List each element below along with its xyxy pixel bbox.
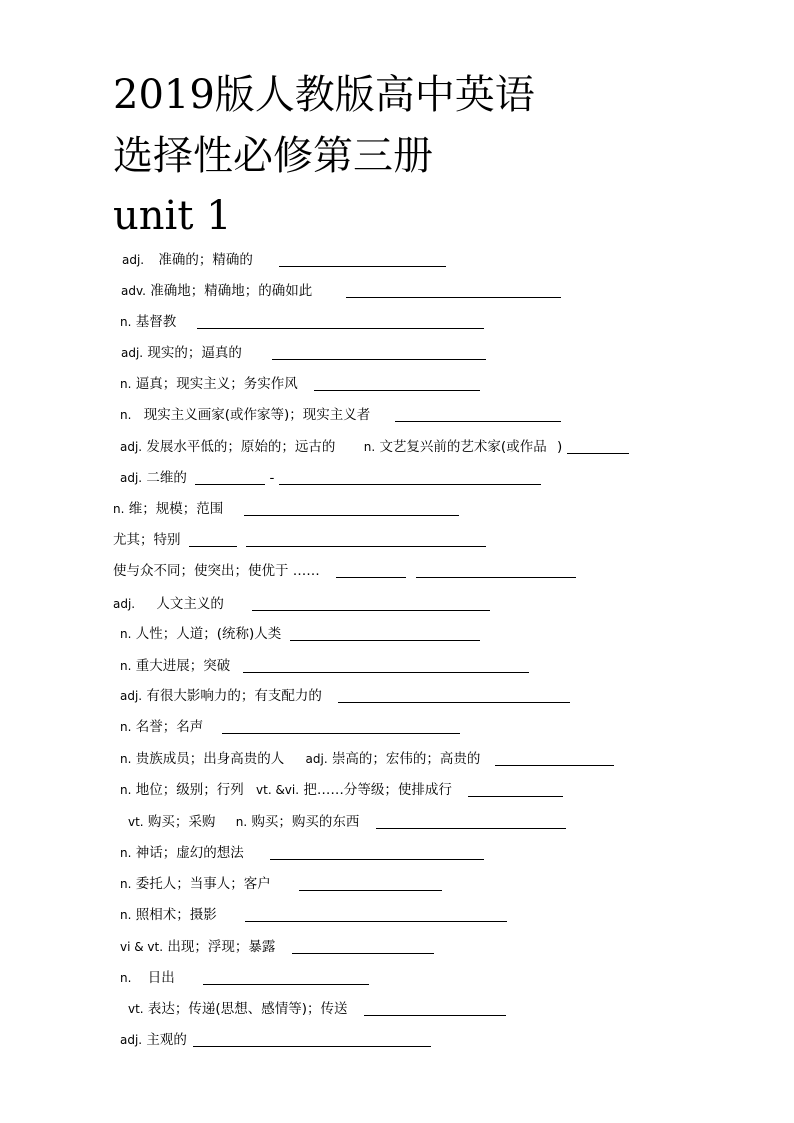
part-of-speech: adj. xyxy=(122,253,145,267)
part-of-speech: vt. xyxy=(128,815,144,829)
answer-blank[interactable] xyxy=(299,875,442,891)
meaning-text: 人文主义的 xyxy=(156,596,224,612)
closing-paren: ) xyxy=(557,439,563,455)
meaning-text: 日出 xyxy=(147,970,175,986)
answer-blank[interactable] xyxy=(292,938,434,954)
vocab-line xyxy=(0,905,507,925)
vocab-line xyxy=(0,874,442,894)
part-of-speech-2: vt. &vi. xyxy=(256,783,300,797)
answer-blank[interactable] xyxy=(314,375,480,391)
part-of-speech-2: adj. xyxy=(305,752,328,766)
vocab-line xyxy=(0,1030,431,1050)
answer-blank[interactable] xyxy=(246,531,486,547)
meaning-text: 准确地；精确地；的确如此 xyxy=(150,283,313,299)
meaning-text: 二维的 xyxy=(146,470,187,486)
document-title-line-1: 2019版人教版高中英语 xyxy=(113,72,535,118)
answer-blank[interactable] xyxy=(468,781,563,797)
answer-blank[interactable] xyxy=(336,562,406,578)
vocab-line xyxy=(0,780,563,800)
document-title-line-2: 选择性必修第三册 xyxy=(113,133,433,179)
meaning-text: 尤其；特别 xyxy=(113,532,181,548)
vocab-line xyxy=(0,561,576,581)
separator: - xyxy=(269,470,275,486)
meaning-text: 表达；传递(思想、感情等)；传送 xyxy=(147,1001,348,1017)
vocab-line xyxy=(0,312,484,332)
meaning-text: 购买；采购 xyxy=(147,814,216,830)
meaning-text: 贵族成员；出身高贵的人 xyxy=(135,751,285,767)
meaning-text-2: 把……分等级；使排成行 xyxy=(303,782,452,798)
vocab-line xyxy=(0,499,459,519)
answer-blank[interactable] xyxy=(243,657,529,673)
vocab-line xyxy=(0,468,541,488)
answer-blank[interactable] xyxy=(395,406,561,422)
part-of-speech: n. xyxy=(120,408,132,422)
meaning-text: 有很大影响力的；有支配力的 xyxy=(146,688,322,704)
answer-blank[interactable] xyxy=(195,469,265,485)
meaning-text: 名誉；名声 xyxy=(135,719,204,735)
answer-blank[interactable] xyxy=(495,750,614,766)
answer-blank[interactable] xyxy=(290,625,480,641)
part-of-speech: adj. xyxy=(120,471,143,485)
answer-blank[interactable] xyxy=(279,469,541,485)
ellipsis: …… xyxy=(292,563,320,579)
answer-blank[interactable] xyxy=(203,969,369,985)
answer-blank[interactable] xyxy=(245,906,507,922)
part-of-speech: n. xyxy=(120,971,132,985)
answer-blank[interactable] xyxy=(272,344,486,360)
answer-blank[interactable] xyxy=(197,313,484,329)
part-of-speech: n. xyxy=(120,877,132,891)
vocab-line xyxy=(0,374,480,394)
part-of-speech: n. xyxy=(120,846,132,860)
part-of-speech: n. xyxy=(113,502,125,516)
part-of-speech: n. xyxy=(120,627,132,641)
part-of-speech: adj. xyxy=(113,597,136,611)
part-of-speech-2: n. xyxy=(235,815,248,829)
vocab-line xyxy=(0,405,561,425)
part-of-speech: vt. xyxy=(128,1002,144,1016)
vocab-line xyxy=(0,717,460,737)
meaning-text: 委托人；当事人；客户 xyxy=(135,876,271,892)
vocab-line xyxy=(0,749,614,769)
part-of-speech: n. xyxy=(120,659,132,673)
meaning-text: 逼真；现实主义；务实作风 xyxy=(135,376,298,392)
meaning-text: 准确的；精确的 xyxy=(158,252,253,268)
part-of-speech: n. xyxy=(120,908,132,922)
answer-blank[interactable] xyxy=(279,251,446,267)
meaning-text-2: 购买；购买的东西 xyxy=(251,814,360,830)
answer-blank[interactable] xyxy=(270,844,484,860)
meaning-text-2: 文艺复兴前的艺术家(或作品 xyxy=(379,439,547,455)
meaning-text: 维；规模；范围 xyxy=(128,501,224,517)
meaning-text-2: 崇高的；宏伟的；高贵的 xyxy=(331,751,481,767)
vocab-line xyxy=(0,343,486,363)
unit-heading: unit 1 xyxy=(113,193,232,239)
meaning-text: 现实主义画家(或作家等)；现实主义者 xyxy=(143,407,371,423)
meaning-text: 神话；虚幻的想法 xyxy=(135,845,244,861)
answer-blank[interactable] xyxy=(244,500,459,516)
part-of-speech: n. xyxy=(120,315,132,329)
meaning-text: 现实的；逼真的 xyxy=(147,345,242,361)
answer-blank[interactable] xyxy=(338,687,570,703)
vocab-line xyxy=(0,968,369,988)
part-of-speech: vi & vt. xyxy=(120,940,164,954)
vocab-line xyxy=(0,530,486,550)
part-of-speech: n. xyxy=(120,377,132,391)
meaning-text: 地位；级别；行列 xyxy=(135,782,244,798)
part-of-speech: adj. xyxy=(120,689,143,703)
answer-blank[interactable] xyxy=(252,595,490,611)
answer-blank[interactable] xyxy=(222,718,460,734)
vocab-line xyxy=(0,686,570,706)
part-of-speech: n. xyxy=(120,752,132,766)
answer-blank[interactable] xyxy=(376,813,566,829)
part-of-speech: adv. xyxy=(121,284,146,298)
vocab-line xyxy=(0,437,629,457)
part-of-speech: adj. xyxy=(120,1033,143,1047)
vocab-line xyxy=(0,250,446,270)
part-of-speech: n. xyxy=(120,783,132,797)
part-of-speech-2: n. xyxy=(363,440,376,454)
answer-blank[interactable] xyxy=(364,1000,506,1016)
meaning-text: 重大进展；突破 xyxy=(135,658,231,674)
meaning-text: 人性；人道；(统称)人类 xyxy=(135,626,282,642)
vocab-line xyxy=(0,999,506,1019)
meaning-text: 发展水平低的；原始的；远古的 xyxy=(146,439,336,455)
answer-blank[interactable] xyxy=(193,1031,431,1047)
answer-blank[interactable] xyxy=(189,531,237,547)
meaning-text: 出现；浮现；暴露 xyxy=(167,939,276,955)
vocab-line xyxy=(0,624,480,644)
vocab-line xyxy=(0,843,484,863)
answer-blank[interactable] xyxy=(567,438,629,454)
part-of-speech: adj. xyxy=(121,346,144,360)
part-of-speech: n. xyxy=(120,720,132,734)
meaning-text: 主观的 xyxy=(146,1032,187,1048)
meaning-text: 照相术；摄影 xyxy=(135,907,217,923)
vocab-line xyxy=(0,937,434,957)
answer-blank[interactable] xyxy=(416,562,576,578)
vocab-line xyxy=(0,594,490,614)
answer-blank[interactable] xyxy=(346,282,561,298)
vocab-line xyxy=(0,656,529,676)
vocab-line xyxy=(0,281,561,301)
vocab-line xyxy=(0,812,566,832)
part-of-speech: adj. xyxy=(120,440,143,454)
meaning-text: 使与众不同；使突出；使优于 xyxy=(113,563,289,579)
meaning-text: 基督教 xyxy=(135,314,177,330)
